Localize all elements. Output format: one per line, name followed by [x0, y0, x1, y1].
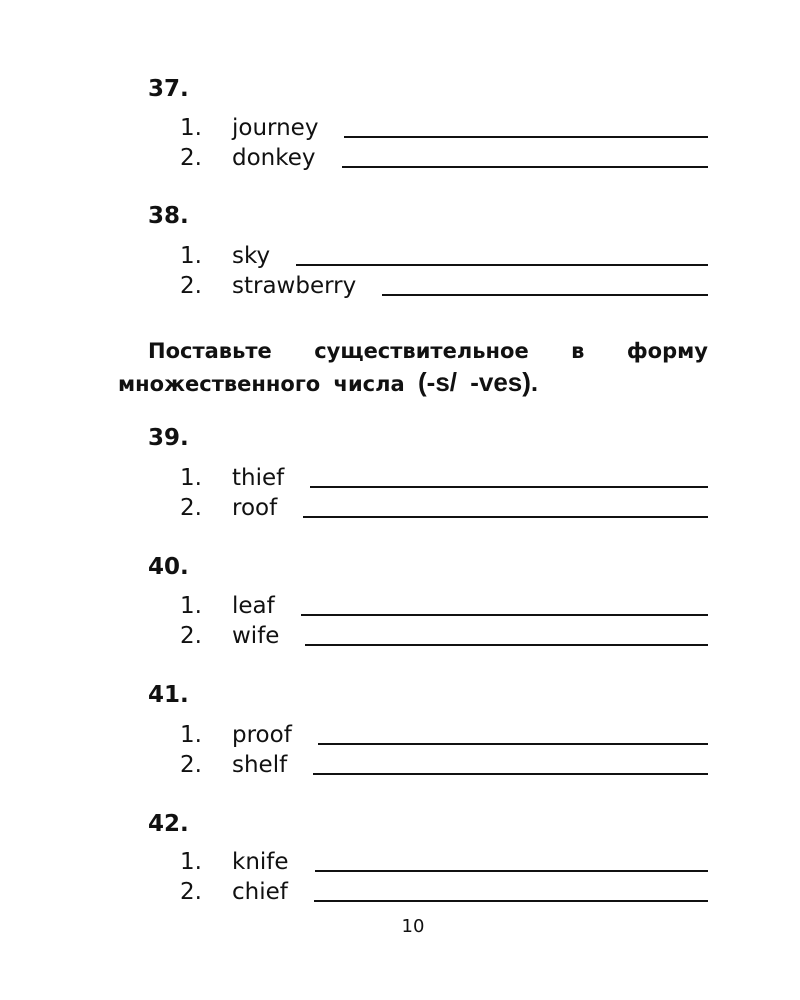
- answer-blank[interactable]: [301, 614, 708, 616]
- item-index: 1.: [180, 849, 202, 875]
- item-index: 2.: [180, 752, 202, 778]
- item-index: 1.: [180, 722, 202, 748]
- item-word: sky: [232, 243, 271, 269]
- item-index: 1.: [180, 243, 202, 269]
- item-index: 2.: [180, 495, 202, 521]
- answer-blank[interactable]: [314, 900, 708, 902]
- item-word: shelf: [232, 752, 288, 778]
- answer-blank[interactable]: [313, 773, 708, 775]
- answer-blank[interactable]: [318, 743, 708, 745]
- instruction-line-1: Поставьте существительное в форму: [148, 339, 708, 363]
- exercise-number: 40.: [148, 554, 189, 580]
- exercise-item: [180, 622, 708, 648]
- instruction-line-2-text: множественного числа: [118, 372, 405, 396]
- exercise-item: [180, 494, 708, 520]
- answer-blank[interactable]: [303, 516, 708, 518]
- item-word: thief: [232, 465, 285, 491]
- item-word: strawberry: [232, 273, 357, 299]
- instruction-text: [118, 336, 708, 400]
- item-word: journey: [232, 115, 319, 141]
- instruction-line-2: [118, 367, 708, 400]
- answer-blank[interactable]: [315, 870, 708, 872]
- answer-blank[interactable]: [305, 644, 708, 646]
- page-number: 10: [401, 916, 425, 937]
- exercise-item: [180, 878, 708, 904]
- item-index: 2.: [180, 623, 202, 649]
- exercise-item: [180, 242, 708, 268]
- exercise-item: [180, 592, 708, 618]
- answer-blank[interactable]: [382, 294, 708, 296]
- answer-blank[interactable]: [296, 264, 708, 266]
- exercise-number: 41.: [148, 682, 189, 708]
- answer-blank[interactable]: [344, 136, 708, 138]
- answer-blank[interactable]: [310, 486, 708, 488]
- item-word: roof: [232, 495, 278, 521]
- exercise-item: [180, 464, 708, 490]
- item-index: 1.: [180, 115, 202, 141]
- item-index: 2.: [180, 145, 202, 171]
- exercise-item: [180, 721, 708, 747]
- item-word: chief: [232, 879, 288, 905]
- item-word: leaf: [232, 593, 275, 619]
- exercise-number: 37.: [148, 76, 189, 102]
- item-index: 2.: [180, 879, 202, 905]
- exercise-number: 38.: [148, 203, 189, 229]
- instruction-suffix: (-s/ -ves).: [418, 367, 539, 397]
- answer-blank[interactable]: [342, 166, 708, 168]
- item-word: proof: [232, 722, 292, 748]
- item-index: 1.: [180, 593, 202, 619]
- item-word: knife: [232, 849, 289, 875]
- item-index: 1.: [180, 465, 202, 491]
- exercise-item: [180, 272, 708, 298]
- exercise-number: 42.: [148, 811, 189, 837]
- exercise-item: [180, 751, 708, 777]
- item-word: donkey: [232, 145, 316, 171]
- item-word: wife: [232, 623, 280, 649]
- exercise-item: [180, 848, 708, 874]
- exercise-item: [180, 144, 708, 170]
- exercise-number: 39.: [148, 425, 189, 451]
- exercise-item: [180, 114, 708, 140]
- item-index: 2.: [180, 273, 202, 299]
